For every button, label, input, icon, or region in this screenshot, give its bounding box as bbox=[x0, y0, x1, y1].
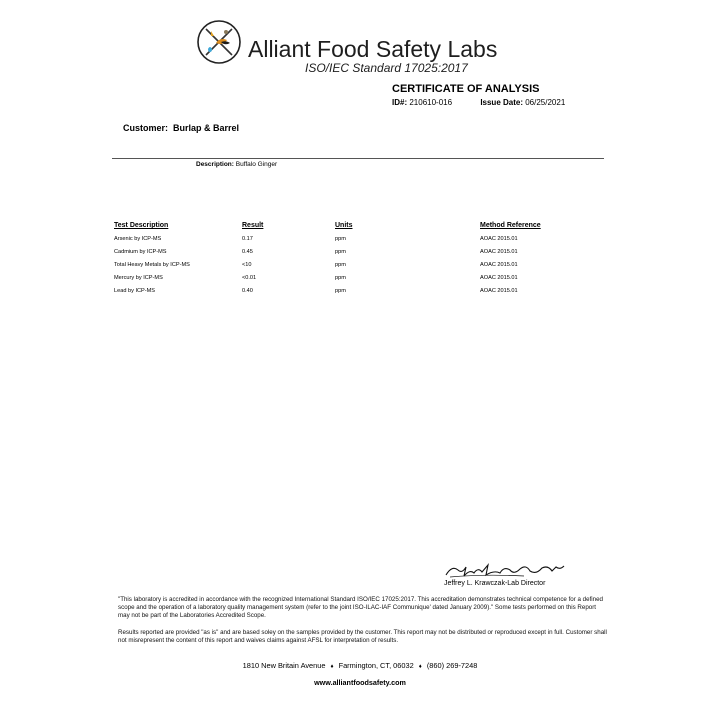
lab-name: Alliant Food Safety Labs bbox=[248, 36, 498, 62]
bullet-icon: ♦ bbox=[330, 664, 334, 670]
units: ppm bbox=[335, 288, 346, 294]
col-header-test-description: Test Description bbox=[114, 222, 169, 229]
result: <0.01 bbox=[242, 275, 257, 281]
customer-line bbox=[123, 123, 239, 133]
result: 0.45 bbox=[242, 249, 253, 255]
units: ppm bbox=[335, 275, 346, 281]
result: <10 bbox=[242, 262, 252, 268]
col-header-units: Units bbox=[335, 222, 353, 229]
lab-standard: ISO/IEC Standard 17025:2017 bbox=[305, 61, 468, 75]
customer-label: Customer: bbox=[123, 123, 169, 133]
description-line bbox=[196, 161, 277, 168]
method-reference: AOAC 2015.01 bbox=[480, 236, 518, 242]
address-street: 1810 New Britain Avenue bbox=[242, 661, 326, 670]
method-reference: AOAC 2015.01 bbox=[480, 249, 518, 255]
col-header-result: Result bbox=[242, 222, 264, 229]
lab-logo-icon bbox=[196, 19, 242, 65]
disclaimer-statement: Results reported are provided "as is" and are based soley on the samples provided by the customer. This report may not be distributed or reproduced except in full. Customer shall not misrepresent the content of this report and waives claims against AFSL for interpretation of results. bbox=[118, 629, 607, 645]
units: ppm bbox=[335, 249, 346, 255]
col-header-method-reference: Method Reference bbox=[480, 222, 541, 229]
units: ppm bbox=[335, 236, 346, 242]
test-description: Mercury by ICP-MS bbox=[114, 275, 163, 281]
issue-date-value: 06/25/2021 bbox=[525, 98, 566, 107]
method-reference: AOAC 2015.01 bbox=[480, 288, 518, 294]
description-label: Description: bbox=[196, 161, 234, 168]
document-title: CERTIFICATE OF ANALYSIS bbox=[392, 83, 540, 95]
description-value: Buffalo Ginger bbox=[235, 161, 278, 168]
signature-image bbox=[444, 561, 566, 581]
id-line bbox=[392, 98, 565, 107]
customer-name: Burlap & Barrel bbox=[173, 123, 240, 133]
address-line bbox=[0, 661, 720, 670]
method-reference: AOAC 2015.01 bbox=[480, 262, 518, 268]
bullet-icon: ♦ bbox=[418, 664, 422, 670]
id-value: 210610-016 bbox=[409, 98, 453, 107]
address-city: Farmington, CT, 06032 bbox=[338, 661, 414, 670]
method-reference: AOAC 2015.01 bbox=[480, 275, 518, 281]
test-description: Total Heavy Metals by ICP-MS bbox=[114, 262, 190, 268]
website-link[interactable]: www.alliantfoodsafety.com bbox=[314, 678, 406, 687]
divider bbox=[112, 158, 604, 159]
id-label: ID#: bbox=[392, 98, 408, 107]
units: ppm bbox=[335, 262, 346, 268]
accreditation-statement: "This laboratory is accredited in accordance with the recognized International Standard ISO/IEC 17025:2017. This accreditation demonstrates technical competence for a defined scope and the operation of a laboratory quality management system (refer to the joint ISO-ILAC-IAF Communique' dated January 2009)." Some tests performed on this Report may not be part of the Laboratories Accredited Scope. bbox=[118, 596, 603, 620]
issue-date-label: Issue Date: bbox=[480, 98, 523, 107]
test-description: Arsenic by ICP-MS bbox=[114, 236, 162, 242]
test-description: Lead by ICP-MS bbox=[114, 288, 156, 294]
signatory-name: Jeffrey L. Krawczak-Lab Director bbox=[444, 580, 546, 587]
result: 0.17 bbox=[242, 236, 253, 242]
result: 0.40 bbox=[242, 288, 253, 294]
test-description: Cadmium by ICP-MS bbox=[114, 249, 167, 255]
address-phone: (860) 269-7248 bbox=[426, 661, 478, 670]
